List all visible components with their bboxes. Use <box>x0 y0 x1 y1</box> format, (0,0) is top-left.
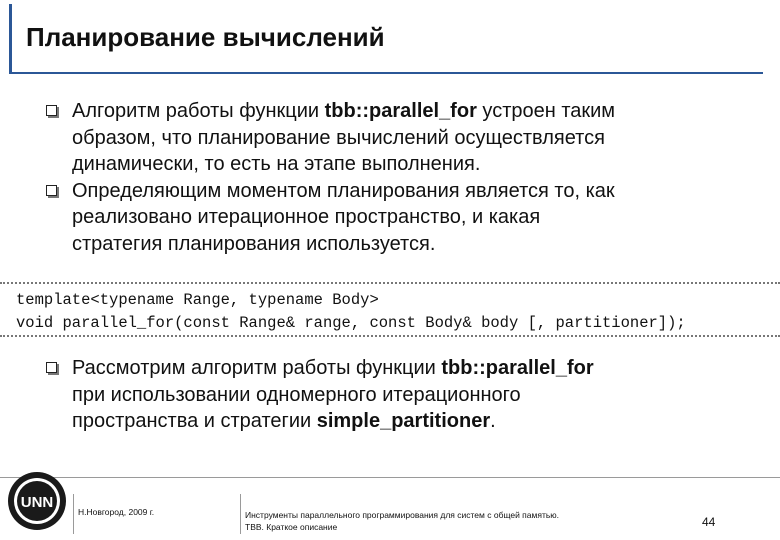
bullet-text-bold: simple_partitioner <box>316 410 491 432</box>
bullet-list-2 <box>44 355 764 435</box>
bullet-text: пространства и стратегии <box>72 410 317 432</box>
code-block <box>0 282 780 337</box>
bullet-text: динамически, то есть на этапе выполнения. <box>72 153 481 175</box>
unn-logo-icon <box>6 470 68 532</box>
bullet-text: устроен таким <box>476 100 616 122</box>
title-accent-bar <box>9 4 12 72</box>
bullet-line <box>72 151 764 178</box>
footer-separator <box>73 494 74 534</box>
footer-course-line-1: Инструменты параллельного программирования для систем с общей памятью. <box>245 510 560 520</box>
bullet-line <box>72 231 764 258</box>
bullet-text-bold: tbb::parallel_for <box>441 357 594 379</box>
bullet-line <box>72 178 764 205</box>
bullet-text: Алгоритм работы функции <box>72 100 325 122</box>
code-line-1: template<typename Range, typename Body> <box>16 291 379 309</box>
bullet-item-1 <box>44 98 764 178</box>
title-underline <box>9 72 763 74</box>
bullet-text: реализовано итерационное пространство, и какая <box>72 206 541 228</box>
bullet-text: Рассмотрим алгоритм работы функции <box>72 357 442 379</box>
bullet-line <box>72 408 764 435</box>
square-bullet-icon <box>46 185 57 196</box>
bullet-text: . <box>490 410 496 432</box>
bullet-line <box>72 125 764 152</box>
bullet-line <box>72 382 764 409</box>
bullet-text: Определяющим моментом планирования является то, как <box>72 179 615 202</box>
footer-course-line-2: TBB. Краткое описание <box>245 522 338 532</box>
bullet-text-bold: tbb::parallel_for <box>324 100 477 122</box>
footer-separator <box>240 494 241 534</box>
bullet-item-3 <box>44 355 764 435</box>
footer-divider <box>0 477 780 478</box>
bullet-line <box>72 98 764 125</box>
slide-title: Планирование вычислений <box>26 22 385 52</box>
square-bullet-icon <box>46 362 57 373</box>
page-number: 44 <box>702 515 716 529</box>
bullet-item-2 <box>44 178 764 258</box>
code-line-2: void parallel_for(const Range& range, const Body& body [, partitioner]); <box>16 314 686 332</box>
bullet-text: стратегия планирования используется. <box>72 232 436 255</box>
bullet-line <box>72 355 764 382</box>
bullet-line <box>72 204 764 231</box>
bullet-text: образом, что планирование вычислений осуществляется <box>72 126 605 149</box>
bullet-text: при использовании одномерного итерационного <box>72 383 521 406</box>
bullet-list <box>44 98 764 257</box>
footer-location: Н.Новгород, 2009 г. <box>78 507 155 517</box>
logo-text: UNN <box>20 494 54 511</box>
square-bullet-icon <box>46 105 57 116</box>
